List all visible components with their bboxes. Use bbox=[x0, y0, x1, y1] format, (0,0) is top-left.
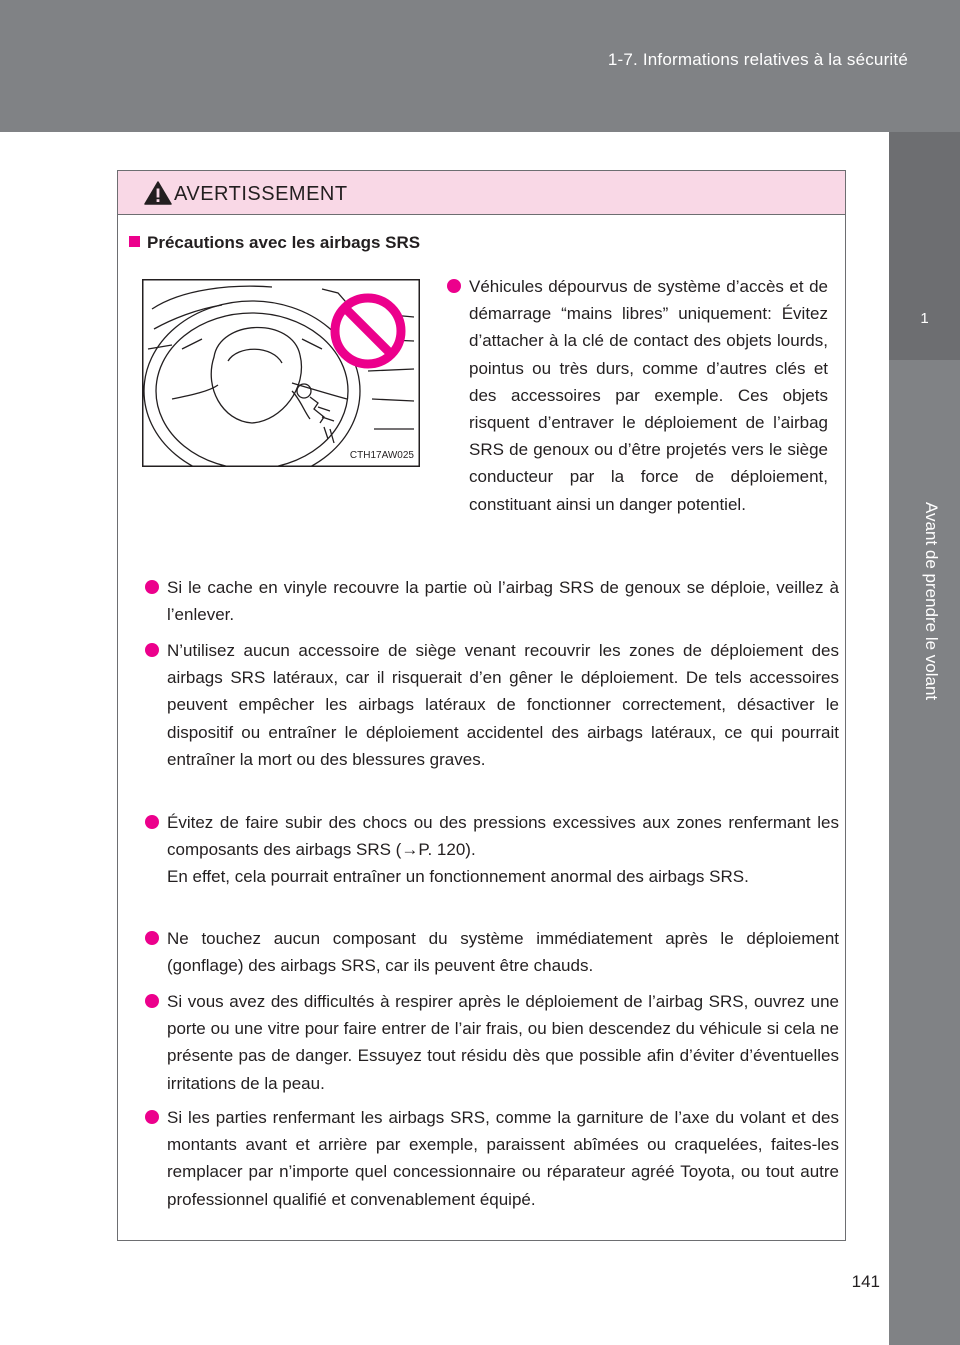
page-number: 141 bbox=[851, 1272, 880, 1291]
bullet-item: N’utilisez aucun accessoire de siège venant recouvrir les zones de déploiement des airbags SRS latéraux, car il risquerait d’en gêner le déploiement. De tels accessoires peuvent empêcher les airbags latéraux de fonctionner correctement, désactiver le dispositif ou entraîner le déploiement accidentel des airbags latéraux, ce qui pourrait entraîner la mort ou des blessures graves. bbox=[167, 637, 839, 773]
chapter-side-tab bbox=[889, 132, 960, 1345]
header-section-title: 1-7. Informations relatives à la sécurité bbox=[607, 50, 908, 69]
warning-title: AVERTISSEMENT bbox=[174, 183, 348, 205]
chapter-label: Avant de prendre le volant bbox=[922, 502, 941, 701]
bullet-item: Si vous avez des difficultés à respirer après le déploiement de l’airbag SRS, ouvrez une porte ou une vitre pour faire entrer de l’air frais, ou bien descendez du véhicule si cela ne présente pas de danger. Essuyez tout résidu dès que possible afin d’éviter d’éventuelles irritations de la peau. bbox=[167, 988, 839, 1097]
warning-header bbox=[118, 171, 845, 215]
section-heading-text: Précautions avec les airbags SRS bbox=[147, 233, 421, 252]
bullet-item: Si le cache en vinyle recouvre la partie où l’airbag SRS de genoux se déploie, veillez à l’enlever. bbox=[167, 574, 839, 628]
bullet-dot-icon bbox=[145, 1110, 159, 1124]
section-heading bbox=[129, 233, 420, 253]
bullet-dot-icon bbox=[145, 815, 159, 829]
bullet-dot-icon bbox=[145, 580, 159, 594]
square-bullet-icon bbox=[129, 236, 140, 247]
warning-box bbox=[117, 170, 846, 1241]
bullet-item: Évitez de faire subir des chocs ou des pressions excessives aux zones renfermant les composants des airbags SRS (→P. 120). En effet, cela pourrait entraîner un fonctionnement anormal des airbags SRS. bbox=[167, 809, 839, 891]
steering-wheel-illustration bbox=[142, 279, 420, 467]
bullet-item: Si les parties renfermant les airbags SRS, comme la garniture de l’axe du volant et des montants avant et arrière par exemple, paraissent abîmées ou craquelées, faites-les remplacer par n’importe quel concessionnaire ou réparateur agréé Toyota, ou tout autre professionnel qualifié et convenablement équipé. bbox=[167, 1104, 839, 1213]
bullet-dot-icon bbox=[145, 931, 159, 945]
prohibition-icon bbox=[335, 298, 401, 364]
figure-code: CTH17AW025 bbox=[349, 450, 414, 461]
header-band bbox=[0, 0, 960, 132]
steering-wheel-drawing bbox=[142, 279, 420, 467]
bullet-dot-icon bbox=[145, 994, 159, 1008]
chapter-number: 1 bbox=[920, 310, 929, 327]
bullet-item: Véhicules dépourvus de système d’accès et de démarrage “mains libres” uniquement: Évitez d’attacher à la clé de contact des objets lourds, pointus ou très durs, comme d’autres clés et des accessoires par exemple. Ces objets risquent d’entraver le déploiement de l’airbag SRS de genoux ou d’être projetés vers le siège conducteur par la force de déploiement, constituant ainsi un danger potentiel. bbox=[469, 273, 828, 518]
bullet-item: Ne touchez aucun composant du système immédiatement après le déploiement (gonflage) des airbags SRS, car ils peuvent être chauds. bbox=[167, 925, 839, 979]
bullet-dot-icon bbox=[447, 279, 461, 293]
bullet-dot-icon bbox=[145, 643, 159, 657]
warning-triangle-icon bbox=[144, 180, 172, 206]
